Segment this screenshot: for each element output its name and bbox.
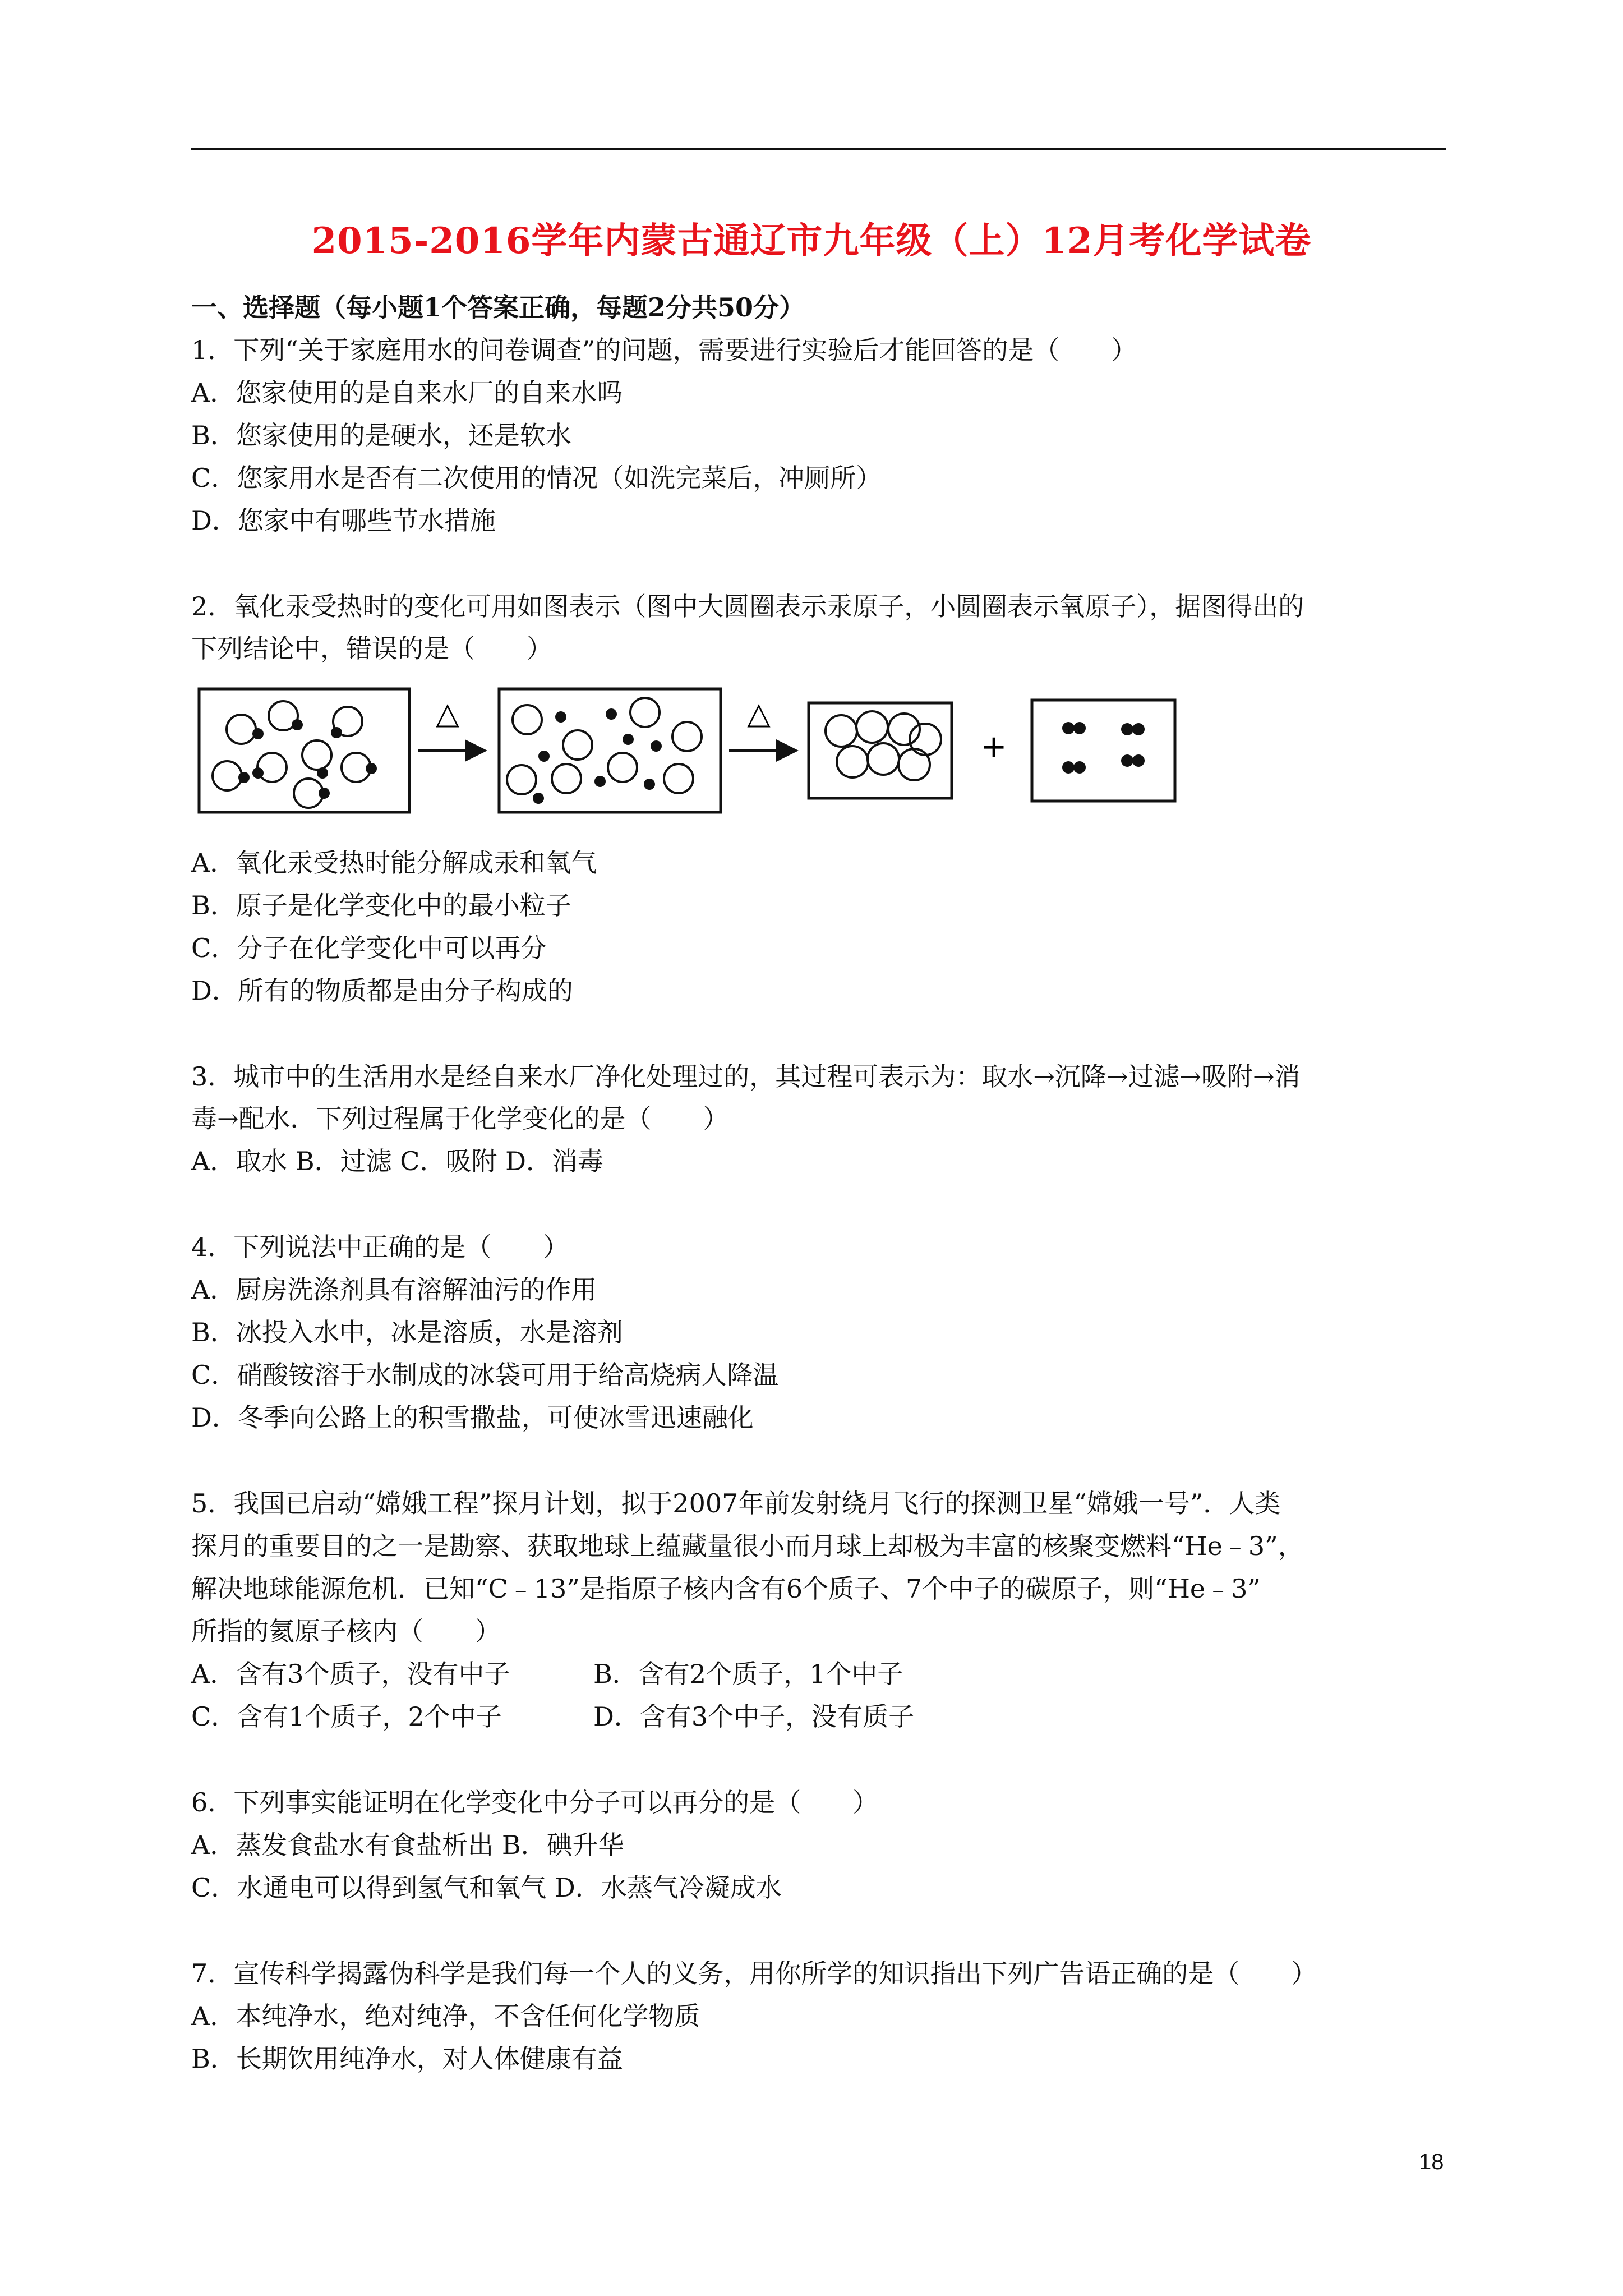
q2-option-b: B．原子是化学变化中的最小粒子	[191, 890, 571, 921]
plus-sign: +	[980, 729, 1007, 765]
q2-option-a: A．氧化汞受热时能分解成汞和氧气	[191, 848, 597, 878]
q7-stem: 7．宣传科学揭露伪科学是我们每一个人的义务，用你所学的知识指出下列广告语正确的是（ ）	[191, 1958, 1317, 1989]
page-number: 18	[1419, 2150, 1444, 2174]
hgo-molecules	[213, 701, 371, 808]
q5-stem-line1: 5．我国已启动“嫦娥工程”探月计划，拟于2007年前发射绕月飞行的探测卫星“嫦娥一号”．人类	[191, 1488, 1281, 1519]
q3-stem-line1: 3．城市中的生活用水是经自来水厂净化处理过的，其过程可表示为：取水→沉降→过滤→吸附→消	[191, 1061, 1301, 1092]
q6-options-cd: C．水通电可以得到氢气和氧气 D．水蒸气冷凝成水	[191, 1872, 782, 1903]
q4-option-c: C．硝酸铵溶于水制成的冰袋可用于给高烧病人降温	[191, 1360, 779, 1390]
q3-options: A．取水 B．过滤 C．吸附 D．消毒	[191, 1146, 603, 1176]
q2-option-c: C．分子在化学变化中可以再分	[191, 933, 547, 963]
q4-stem: 4．下列说法中正确的是（ ）	[191, 1232, 569, 1262]
heat-symbol-1: △	[436, 696, 459, 731]
q1-option-b: B．您家使用的是硬水，还是软水	[191, 420, 571, 450]
header-rule	[191, 148, 1446, 150]
q5-option-b: B．含有2个质子，1个中子	[593, 1659, 903, 1689]
q5-option-c: C．含有1个质子，2个中子	[191, 1701, 502, 1732]
q4-option-a: A．厨房洗涤剂具有溶解油污的作用	[191, 1274, 597, 1305]
page-title: 2015-2016学年内蒙古通辽市九年级（上）12月考化学试卷	[311, 220, 1312, 262]
q2-stem-line2: 下列结论中，错误的是（ ）	[191, 633, 552, 664]
q1-option-d: D．您家中有哪些节水措施	[191, 505, 496, 536]
q6-stem: 6．下列事实能证明在化学变化中分子可以再分的是（ ）	[191, 1787, 879, 1818]
separated-oxygen-atoms	[533, 708, 662, 804]
q2-option-d: D．所有的物质都是由分子构成的	[191, 976, 573, 1006]
q5-option-a: A．含有3个质子，没有中子	[191, 1659, 510, 1689]
mercury-box	[809, 703, 952, 798]
q4-option-d: D．冬季向公路上的积雪撒盐，可使冰雪迅速融化	[191, 1402, 754, 1433]
q5-stem-line3: 解决地球能源危机．已知“C﹣13”是指原子核内含有6个质子、7个中子的碳原子，则“He﹣3”	[191, 1573, 1261, 1604]
q2-stem-line1: 2．氧化汞受热时的变化可用如图表示（图中大圆圈表示汞原子，小圆圈表示氧原子），据图得出的	[191, 591, 1304, 622]
heat-symbol-2: △	[747, 696, 771, 731]
q3-stem-line2: 毒→配水．下列过程属于化学变化的是（ ）	[191, 1103, 729, 1134]
q7-option-a: A．本纯净水，绝对纯净，不含任何化学物质	[191, 2001, 700, 2031]
q1-option-a: A．您家使用的是自来水厂的自来水吗	[191, 378, 623, 408]
q1-option-c: C．您家用水是否有二次使用的情况（如洗完菜后，冲厕所）	[191, 463, 882, 493]
q4-option-b: B．冰投入水中，冰是溶质，水是溶剂	[191, 1317, 623, 1347]
section-heading: 一、选择题（每小题1个答案正确，每题2分共50分）	[191, 292, 805, 323]
mercury-oxide-decomposition-figure	[196, 683, 1183, 818]
q5-option-d: D．含有3个中子，没有质子	[593, 1701, 915, 1732]
oxygen-box	[1032, 700, 1175, 801]
hgo-molecules-box	[199, 689, 409, 812]
q5-stem-line2: 探月的重要目的之一是勘察、获取地球上蕴藏量很小而月球上却极为丰富的核聚变燃料“He﹣3”，	[191, 1531, 1304, 1561]
oxygen-molecules	[1062, 722, 1145, 774]
q5-stem-line4: 所指的氦原子核内（ ）	[191, 1616, 501, 1646]
mercury-atoms	[826, 711, 941, 780]
q7-option-b: B．长期饮用纯净水，对人体健康有益	[191, 2044, 623, 2074]
q1-stem: 1．下列“关于家庭用水的问卷调查”的问题，需要进行实验后才能回答的是（ ）	[191, 335, 1137, 365]
q6-options-ab: A．蒸发食盐水有食盐析出 B．碘升华	[191, 1830, 624, 1860]
